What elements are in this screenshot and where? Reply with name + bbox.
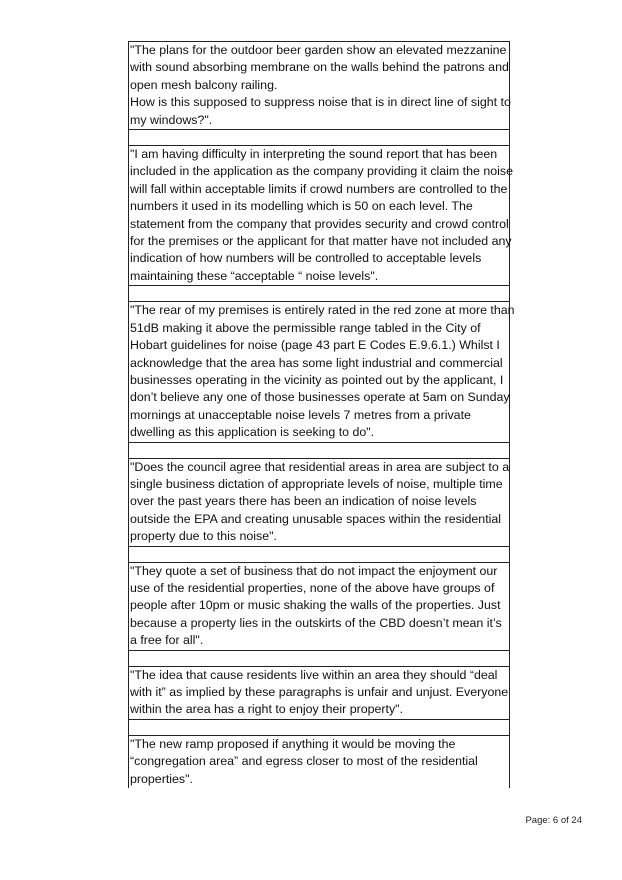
comments-table	[128, 41, 515, 788]
comment-line: will fall within acceptable limits if crowd numbers are controlled to the	[130, 181, 508, 196]
comment-cell-5	[129, 563, 509, 651]
comment-line: dwelling as this application is seeking to do".	[130, 425, 375, 440]
comment-line: a free for all".	[130, 633, 204, 648]
comment-line: "Does the council agree that residential areas in area are subject to a	[130, 459, 510, 474]
comment-line: "The rear of my premises is entirely rated in the red zone at more than	[130, 303, 515, 318]
spacer-row	[129, 547, 509, 563]
comment-line: included in the application as the company providing it claim the noise	[130, 164, 513, 179]
comment-line: outside the EPA and creating unusable spaces within the residential	[130, 511, 502, 526]
comment-line: people after 10pm or music shaking the walls of the properties. Just	[130, 598, 501, 613]
comment-cell-7	[129, 736, 509, 788]
comment-line: with it” as implied by these paragraphs is unfair and unjust. Everyone	[130, 685, 509, 699]
comment-line: mornings at unacceptable noise levels 7 metres from a private	[130, 407, 471, 422]
comment-line: "I am having difficulty in interpreting the sound report that has been	[130, 147, 498, 162]
comment-line: maintaining these “acceptable “ noise levels".	[130, 268, 379, 283]
spacer-row	[129, 651, 509, 667]
comment-line: property due to this noise".	[130, 529, 277, 544]
spacer-row	[129, 286, 509, 302]
comment-cell-3	[129, 302, 515, 442]
comment-line: "The plans for the outdoor beer garden show an elevated mezzanine	[130, 43, 507, 57]
comment-line: “congregation area” and egress closer to most of the residential	[130, 754, 478, 769]
comment-line: businesses operating in the vicinity as pointed out by the applicant, I	[130, 372, 504, 387]
comment-line: "The new ramp proposed if anything it would be moving the	[130, 736, 456, 751]
comment-line: open mesh balcony railing.	[130, 77, 278, 92]
spacer-row	[129, 443, 509, 459]
comment-line: "The idea that cause residents live within an area they should “deal	[130, 667, 498, 682]
comment-line: don’t believe any one of those businesses operate at 5am on Sunday	[130, 390, 510, 405]
page-number: Page: 6 of 24	[525, 815, 582, 826]
comment-cell-4	[129, 459, 509, 547]
comment-line: because a property lies in the outskirts of the CBD doesn’t mean it’s	[130, 615, 502, 630]
comment-line: single business dictation of appropriate levels of noise, multiple time	[130, 476, 503, 491]
comment-line: my windows?".	[130, 112, 213, 127]
comment-line: 51dB making it above the permissible range tabled in the City of	[130, 320, 481, 335]
comment-line: "They quote a set of business that do not impact the enjoyment our	[130, 563, 498, 578]
comment-line: within the area has a right to enjoy their property".	[130, 702, 404, 717]
comment-cell-1	[129, 42, 509, 130]
comment-line: properties".	[130, 771, 193, 786]
comment-line: How is this supposed to suppress noise that is in direct line of sight to	[130, 95, 511, 110]
comment-line: over the past years there has been an indication of noise levels	[130, 494, 477, 509]
comment-line: acknowledge that the area has some light industrial and commercial	[130, 355, 503, 370]
comment-line: Hobart guidelines for noise (page 43 part E Codes E.9.6.1.) Whilst I	[130, 338, 500, 353]
comment-line: for the premises or the applicant for that matter have not included any	[130, 234, 512, 249]
comment-cell-6	[129, 667, 509, 720]
comment-cell-2	[129, 146, 513, 286]
spacer-row	[129, 130, 509, 146]
comment-line: indication of how numbers will be controlled to acceptable levels	[130, 251, 482, 266]
comment-line: statement from the company that provides security and crowd control	[130, 216, 509, 231]
comment-line: with sound absorbing membrane on the walls behind the patrons and	[130, 60, 509, 75]
comment-line: use of the residential properties, none of the above have groups of	[130, 580, 495, 595]
spacer-row	[129, 720, 509, 736]
comment-line: numbers it used in its modelling which is 50 on each level. The	[130, 199, 473, 214]
